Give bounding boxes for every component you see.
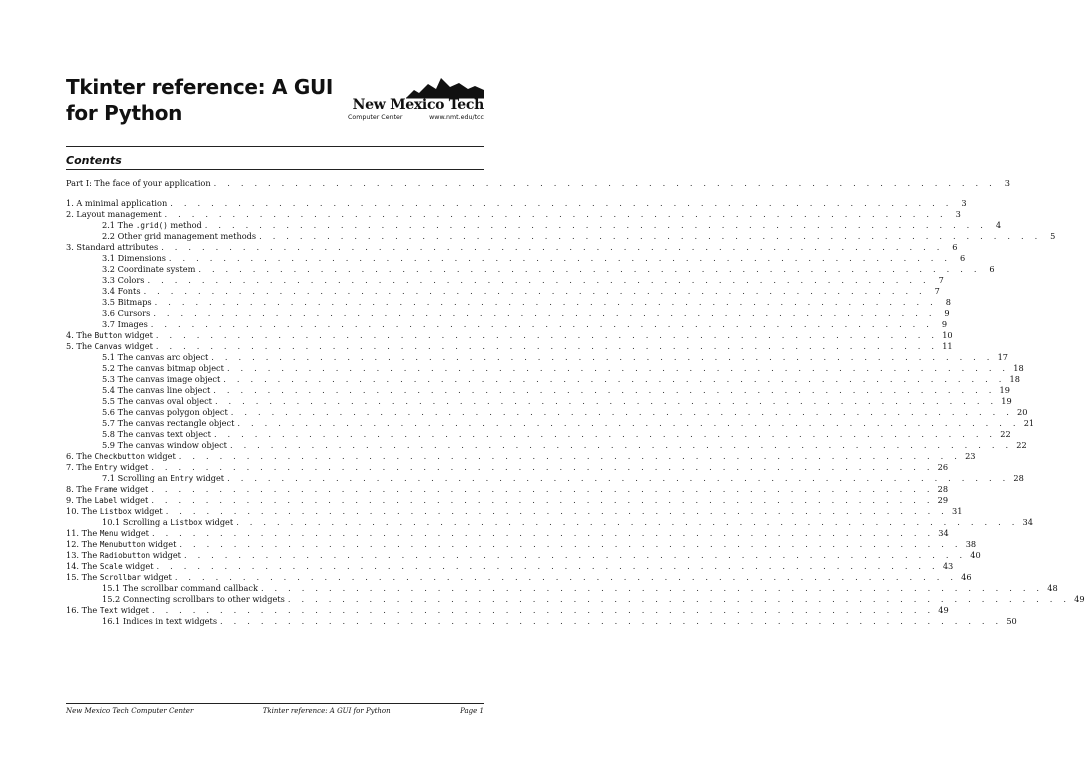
toc-page-number: 34 xyxy=(1022,517,1033,527)
toc-page-number: 3 xyxy=(955,209,961,219)
toc-leader-dots: . . . . . . . . . . . . . . . . . . . . . . . . . . . . . . . . . . . . . . . . . . . . . . . . . . . . . . . . . . xyxy=(223,374,1006,384)
toc-entry-title xyxy=(66,528,152,538)
toc-entry[interactable] xyxy=(66,539,977,550)
toc-entry-title xyxy=(102,594,288,604)
toc-page-number: 4 xyxy=(995,220,1002,230)
toc-entry-text-post: widget xyxy=(117,484,149,494)
toc-entry[interactable] xyxy=(102,363,1024,374)
toc-leader-dots: . . . . . . . . . . . . . . . . . . . . . . . . . . . . . . . . . . . . . . . . . . . . . . . . . . . . . . . . . . xyxy=(237,418,1020,428)
toc-page-number: 29 xyxy=(937,495,949,505)
toc-entry-code: Menu xyxy=(99,529,119,538)
toc-leader-dots: . . . . . . . . . . . . . . . . . . . . . . . . . . . . . . . . . . . . . . . . . . . . . . . . . . . . . . . . . . xyxy=(213,385,996,395)
toc-leader-dots: . . . . . . . . . . . . . . . . . . . . . . . . . . . . . . . . . . . . . . . . . . . . . . . . . . . . . . . . . . xyxy=(227,473,1010,483)
toc-entry-text: 1. A minimal application xyxy=(66,198,168,208)
toc-entry-text: 5.1 The canvas arc object xyxy=(102,352,209,362)
toc-entry[interactable] xyxy=(66,506,963,517)
toc-entry[interactable] xyxy=(66,561,954,572)
toc-leader-dots: . . . . . . . . . . . . . . . . . . . . . . . . . . . . . . . . . . . . . . . . . . . . . . . . . . . . . . . . . . xyxy=(151,605,935,615)
toc-leader-dots: . . . . . . . . . . . . . . . . . . . . . . . . . . . . . . . . . . . . . . . . . . . . . . . . . . . . . . . . . . xyxy=(153,308,936,318)
toc-entry-text: 5.2 The canvas bitmap object xyxy=(102,363,224,373)
toc-page-number: 28 xyxy=(1013,473,1024,483)
toc-entry[interactable] xyxy=(66,572,972,583)
toc-entry[interactable] xyxy=(102,407,1028,418)
toc-entry[interactable] xyxy=(102,429,1011,440)
toc-leader-dots: . . . . . . . . . . . . . . . . . . . . . . . . . . . . . . . . . . . . . . . . . . . . . . . . . . . . . . . . . . xyxy=(168,253,952,263)
toc-entry[interactable] xyxy=(66,550,981,561)
toc-entry[interactable] xyxy=(66,495,949,506)
document-title: Tkinter reference: A GUI for Python xyxy=(66,75,334,125)
toc-entry[interactable] xyxy=(66,462,949,473)
toc-entry-code: Button xyxy=(94,331,123,340)
toc-entry-text-post: widget xyxy=(117,495,149,505)
toc-entry[interactable] xyxy=(102,264,995,275)
header-rule xyxy=(66,146,484,147)
toc-entry-title xyxy=(102,275,147,285)
toc-leader-dots: . . . . . . . . . . . . . . . . . . . . . . . . . . . . . . . . . . . . . . . . . . . . . . . . . . . . . . . . . . xyxy=(147,275,930,285)
toc-page-number: 6 xyxy=(989,264,995,274)
toc-entry[interactable] xyxy=(66,451,976,462)
toc-entry-code: Checkbutton xyxy=(94,452,145,461)
toc-leader-dots: . . . . . . . . . . . . . . . . . . . . . . . . . . . . . . . . . . . . . . . . . . . . . . . . . . . . . . . . . . xyxy=(260,583,1044,593)
contents-heading: Contents xyxy=(66,154,122,167)
contents-rule xyxy=(66,169,484,170)
toc-entry-text-post: widget xyxy=(202,517,234,527)
toc-entry-text: 2.1 The xyxy=(102,220,136,230)
toc-page-number: 26 xyxy=(937,462,949,472)
toc-entry[interactable] xyxy=(102,275,944,286)
toc-leader-dots: . . . . . . . . . . . . . . . . . . . . . . . . . . . . . . . . . . . . . . . . . . . . . . . . . . . . . . . . . . xyxy=(151,484,934,494)
toc-entry-text: 3.5 Bitmaps xyxy=(102,297,152,307)
toc-entry-title xyxy=(66,484,151,494)
toc-entry[interactable] xyxy=(66,242,958,253)
toc-page-number: 48 xyxy=(1047,583,1058,593)
toc-page-number: 49 xyxy=(938,605,949,615)
toc-entry-code: Listbox xyxy=(99,507,132,516)
toc-page-number: 28 xyxy=(937,484,949,494)
toc-entry-text: 4. The xyxy=(66,330,95,340)
toc-entry-code: Entry xyxy=(94,463,118,472)
toc-page-number: 43 xyxy=(942,561,954,571)
toc-entry-code: Scale xyxy=(99,562,123,571)
toc-entry[interactable] xyxy=(102,253,966,264)
toc-leader-dots: . . . . . . . . . . . . . . . . . . . . . . . . . . . . . . . . . . . . . . . . . . . . . . . . . . . . . . . . . . xyxy=(236,517,1019,527)
toc-entry-title xyxy=(102,396,215,406)
toc-entry-text: 5.7 The canvas rectangle object xyxy=(102,418,235,428)
toc-entry-text: 2. Layout management xyxy=(66,209,162,219)
toc-entry-text: 13. The xyxy=(66,550,100,560)
footer-right: Page 1 xyxy=(460,707,484,715)
toc-leader-dots: . . . . . . . . . . . . . . . . . . . . . . . . . . . . . . . . . . . . . . . . . . . . . . . . . . . . . . . . . . xyxy=(220,616,1003,626)
toc-page-number: 8 xyxy=(945,297,951,307)
toc-entry-text-post: widget xyxy=(122,341,153,351)
toc-entry[interactable] xyxy=(102,286,940,297)
toc-entry-title xyxy=(66,198,170,208)
toc-page-number: 49 xyxy=(1074,594,1085,604)
toc-leader-dots: . . . . . . . . . . . . . . . . . . . . . . . . . . . . . . . . . . . . . . . . . . . . . . . . . . . . . . . . . . xyxy=(213,178,996,188)
toc-leader-dots: . . . . . . . . . . . . . . . . . . . . . . . . . . . . . . . . . . . . . . . . . . . . . . . . . . . . . . . . . . xyxy=(230,407,1014,417)
toc-page-number: 46 xyxy=(961,572,972,582)
toc-entry[interactable] xyxy=(66,209,961,220)
toc-page-number: 22 xyxy=(1016,440,1027,450)
toc-entry-text: 3.7 Images xyxy=(102,319,148,329)
toc-entry-code: .grid() xyxy=(135,221,168,230)
toc-leader-dots: . . . . . . . . . . . . . . . . . . . . . . . . . . . . . . . . . . . . . . . . . . . . . . . . . . . . . . . . . . xyxy=(156,561,939,571)
toc-leader-dots: . . . . . . . . . . . . . . . . . . . . . . . . . . . . . . . . . . . . . . . . . . . . . . . . . . . . . . . . . . xyxy=(151,462,934,472)
toc-entry-title xyxy=(102,429,214,439)
logo-subtitle xyxy=(348,114,484,121)
toc-entry[interactable] xyxy=(66,330,953,341)
toc-entry-code: Frame xyxy=(94,485,118,494)
footer-rule xyxy=(66,703,484,704)
toc-page-number: 38 xyxy=(965,539,977,549)
toc-entry-code: Entry xyxy=(170,474,194,483)
toc-page-number: 23 xyxy=(965,451,976,461)
toc-entry-title xyxy=(66,539,179,549)
toc-entry-text: 11. The xyxy=(66,528,100,538)
toc-entry-title xyxy=(102,286,144,296)
toc-page-number: 22 xyxy=(1000,429,1011,439)
toc-entry-text-post: widget xyxy=(150,550,181,560)
toc-entry-text: 6. The xyxy=(66,451,95,461)
toc-entry-title xyxy=(102,264,198,274)
toc-entry-code: Scrollbar xyxy=(99,573,141,582)
toc-entry-text: 15.2 Connecting scrollbars to other widgets xyxy=(102,594,285,604)
toc-entry-text-post: widget xyxy=(144,451,176,461)
toc-leader-dots: . . . . . . . . . . . . . . . . . . . . . . . . . . . . . . . . . . . . . . . . . . . . . . . . . . . . . . . . . . xyxy=(178,451,962,461)
toc-leader-dots: . . . . . . . . . . . . . . . . . . . . . . . . . . . . . . . . . . . . . . . . . . . . . . . . . . . . . . . . . . xyxy=(179,539,962,549)
toc-page-number: 21 xyxy=(1023,418,1035,428)
toc-entry-title xyxy=(66,341,156,351)
toc-entry-text-post: widget xyxy=(140,572,172,582)
toc-leader-dots: . . . . . . . . . . . . . . . . . . . . . . . . . . . . . . . . . . . . . . . . . . . . . . . . . . . . . . . . . . xyxy=(155,330,939,340)
toc-entry-title xyxy=(66,605,152,615)
toc-entry-text: 5.5 The canvas oval object xyxy=(102,396,212,406)
toc-entry-text-post: widget xyxy=(145,539,177,549)
toc-leader-dots: . . . . . . . . . . . . . . . . . . . . . . . . . . . . . . . . . . . . . . . . . . . . . . . . . . . . . . . . . . xyxy=(155,341,939,351)
toc-leader-dots: . . . . . . . . . . . . . . . . . . . . . . . . . . . . . . . . . . . . . . . . . . . . . . . . . . . . . . . . . . xyxy=(154,297,937,307)
toc-leader-dots: . . . . . . . . . . . . . . . . . . . . . . . . . . . . . . . . . . . . . . . . . . . . . . . . . . . . . . . . . . xyxy=(151,528,935,538)
toc-entry[interactable] xyxy=(102,374,1020,385)
toc-entry-title xyxy=(102,385,213,395)
toc-entry[interactable] xyxy=(66,198,967,209)
toc-page-number: 9 xyxy=(941,319,948,329)
toc-entry-title xyxy=(66,451,179,461)
toc-entry-text-post: widget xyxy=(122,330,153,340)
logo-dept: Computer Center xyxy=(348,114,403,121)
toc-page-number: 7 xyxy=(938,275,944,285)
toc-leader-dots: . . . . . . . . . . . . . . . . . . . . . . . . . . . . . . . . . . . . . . . . . . . . . . . . . . . . . . . . . . xyxy=(165,506,948,516)
toc-page-number: 5 xyxy=(1050,231,1056,241)
toc-leader-dots: . . . . . . . . . . . . . . . . . . . . . . . . . . . . . . . . . . . . . . . . . . . . . . . . . . . . . . . . . . xyxy=(164,209,947,219)
toc-entry[interactable] xyxy=(66,178,1010,189)
toc-entry-text: 10. The xyxy=(66,506,100,516)
toc-leader-dots: . . . . . . . . . . . . . . . . . . . . . . . . . . . . . . . . . . . . . . . . . . . . . . . . . . . . . . . . . . xyxy=(183,550,967,560)
toc-entry-code: Listbox xyxy=(170,518,203,527)
toc-entry-title xyxy=(102,220,205,230)
toc-entry[interactable] xyxy=(102,352,1008,363)
page-footer xyxy=(66,707,484,715)
toc-entry-title xyxy=(66,572,175,582)
toc-page-number: 3 xyxy=(961,198,967,208)
toc-entry-code: Menubutton xyxy=(99,540,146,549)
toc-entry[interactable] xyxy=(102,616,1017,627)
toc-entry-text: 5.6 The canvas polygon object xyxy=(102,407,228,417)
toc-entry[interactable] xyxy=(102,308,950,319)
toc-page-number: 50 xyxy=(1006,616,1017,626)
toc-entry[interactable] xyxy=(66,605,949,616)
toc-entry-text: 8. The xyxy=(66,484,95,494)
toc-entry-text: 15. The xyxy=(66,572,100,582)
toc-entry-title xyxy=(66,330,156,340)
toc-entry-text: 3.6 Cursors xyxy=(102,308,151,318)
toc-entry-text: 15.1 The scrollbar command callback xyxy=(102,583,258,593)
toc-leader-dots: . . . . . . . . . . . . . . . . . . . . . . . . . . . . . . . . . . . . . . . . . . . . . . . . . . . . . . . . . . xyxy=(211,352,994,362)
toc-entry-text: 12. The xyxy=(66,539,100,549)
toc-entry-title xyxy=(102,231,259,241)
logo-url: www.nmt.edu/tcc xyxy=(429,114,484,121)
toc-entry-code: Text xyxy=(99,606,119,615)
toc-entry-text: 5.4 The canvas line object xyxy=(102,385,211,395)
toc-entry-text: Part I: The face of your application xyxy=(66,178,211,188)
toc-page-number: 7 xyxy=(934,286,940,296)
toc-entry-text-post: widget xyxy=(117,462,149,472)
toc-leader-dots: . . . . . . . . . . . . . . . . . . . . . . . . . . . . . . . . . . . . . . . . . . . . . . . . . . . . . . . . . . xyxy=(229,440,1013,450)
toc-entry-title xyxy=(102,374,223,384)
toc-entry-title xyxy=(102,407,231,417)
toc-leader-dots: . . . . . . . . . . . . . . . . . . . . . . . . . . . . . . . . . . . . . . . . . . . . . . . . . . . . . . . . . . xyxy=(174,572,958,582)
toc-entry-title xyxy=(102,319,151,329)
toc-entry[interactable] xyxy=(102,594,1085,605)
toc-entry-text-post: method xyxy=(167,220,202,230)
logo-name: New Mexico Tech xyxy=(352,97,484,113)
toc-page-number: 17 xyxy=(997,352,1008,362)
toc-page-number: 20 xyxy=(1017,407,1028,417)
toc-entry-text: 3.4 Fonts xyxy=(102,286,141,296)
toc-entry-title xyxy=(102,440,230,450)
toc-entry-title xyxy=(102,363,227,373)
toc-entry-text: 5. The xyxy=(66,341,95,351)
toc-leader-dots: . . . . . . . . . . . . . . . . . . . . . . . . . . . . . . . . . . . . . . . . . . . . . . . . . . . . . . . . . . xyxy=(170,198,953,208)
toc-entry-title xyxy=(102,352,211,362)
toc-page-number: 18 xyxy=(1009,374,1020,384)
toc-entry-text: 5.9 The canvas window object xyxy=(102,440,227,450)
toc-leader-dots: . . . . . . . . . . . . . . . . . . . . . . . . . . . . . . . . . . . . . . . . . . . . . . . . . . . . . . . . . . xyxy=(214,396,998,406)
toc-leader-dots: . . . . . . . . . . . . . . . . . . . . . . . . . . . . . . . . . . . . . . . . . . . . . . . . . . . . . . . . . . xyxy=(204,220,988,230)
footer-center: Tkinter reference: A GUI for Python xyxy=(262,707,391,715)
toc-leader-dots: . . . . . . . . . . . . . . . . . . . . . . . . . . . . . . . . . . . . . . . . . . . . . . . . . . . . . . . . . . xyxy=(161,242,944,252)
toc-leader-dots: . . . . . . . . . . . . . . . . . . . . . . . . . . . . . . . . . . . . . . . . . . . . . . . . . . . . . . . . . . xyxy=(259,231,1042,241)
toc-entry-text-post: widget xyxy=(131,506,163,516)
toc-page-number: 34 xyxy=(938,528,949,538)
toc-entry-title xyxy=(102,253,169,263)
toc-page-number: 19 xyxy=(1001,396,1012,406)
toc-page-number: 18 xyxy=(1013,363,1024,373)
toc-entry[interactable] xyxy=(102,231,1056,242)
toc-entry-text: 14. The xyxy=(66,561,100,571)
toc-entry[interactable] xyxy=(102,220,1002,231)
toc-entry-title xyxy=(66,561,157,571)
toc-entry-text-post: widget xyxy=(118,605,149,615)
toc-entry-text: 10.1 Scrolling a xyxy=(102,517,171,527)
toc-entry-title xyxy=(66,209,165,219)
toc-entry-text: 9. The xyxy=(66,495,95,505)
toc-page-number: 6 xyxy=(960,253,966,263)
toc-entry-title xyxy=(102,473,227,483)
toc-entry-code: Canvas xyxy=(94,342,123,351)
toc-entry-title xyxy=(66,178,214,188)
toc-entry-title xyxy=(102,297,155,307)
toc-entry[interactable] xyxy=(102,396,1012,407)
toc-page-number: 11 xyxy=(942,341,953,351)
toc-entry[interactable] xyxy=(102,319,948,330)
toc-page-number: 9 xyxy=(944,308,950,318)
toc-leader-dots: . . . . . . . . . . . . . . . . . . . . . . . . . . . . . . . . . . . . . . . . . . . . . . . . . . . . . . . . . . xyxy=(143,286,926,296)
toc-entry-text: 3.2 Coordinate system xyxy=(102,264,196,274)
toc-leader-dots: . . . . . . . . . . . . . . . . . . . . . . . . . . . . . . . . . . . . . . . . . . . . . . . . . . . . . . . . . . xyxy=(151,495,934,505)
toc-page-number: 6 xyxy=(952,242,958,252)
toc-entry-title xyxy=(102,517,236,527)
toc-entry[interactable] xyxy=(102,440,1027,451)
toc-entry-text-post: widget xyxy=(118,528,149,538)
toc-entry[interactable] xyxy=(66,528,949,539)
toc-entry-title xyxy=(66,242,161,252)
toc-entry[interactable] xyxy=(102,517,1033,528)
toc-entry[interactable] xyxy=(102,385,1010,396)
toc-entry[interactable] xyxy=(102,583,1058,594)
toc-entry-text: 7. The xyxy=(66,462,95,472)
toc-entry-text-post: widget xyxy=(122,561,154,571)
footer-left: New Mexico Tech Computer Center xyxy=(66,707,194,715)
toc-page-number: 3 xyxy=(1004,178,1010,188)
toc-entry[interactable] xyxy=(66,484,949,495)
toc-entry-title xyxy=(102,418,237,428)
toc-leader-dots: . . . . . . . . . . . . . . . . . . . . . . . . . . . . . . . . . . . . . . . . . . . . . . . . . . . . . . . . . . xyxy=(150,319,934,329)
toc-page-number: 10 xyxy=(942,330,953,340)
toc-page-number: 19 xyxy=(999,385,1010,395)
toc-entry-title xyxy=(66,506,166,516)
toc-entry-text: 5.3 The canvas image object xyxy=(102,374,221,384)
toc-entry-code: Label xyxy=(94,496,118,505)
toc-entry-text: 5.8 The canvas text object xyxy=(102,429,211,439)
toc-entry-title xyxy=(66,495,151,505)
toc-leader-dots: . . . . . . . . . . . . . . . . . . . . . . . . . . . . . . . . . . . . . . . . . . . . . . . . . . . . . . . . . . xyxy=(213,429,997,439)
toc-leader-dots: . . . . . . . . . . . . . . . . . . . . . . . . . . . . . . . . . . . . . . . . . . . . . . . . . . . . . . . . . . xyxy=(287,594,1071,604)
toc-entry-text: 3.1 Dimensions xyxy=(102,253,166,263)
toc-entry-text: 7.1 Scrolling an xyxy=(102,473,171,483)
toc-entry-text-post: widget xyxy=(193,473,225,483)
toc-entry-code: Radiobutton xyxy=(99,551,151,560)
toc-entry-title xyxy=(102,616,220,626)
toc-entry[interactable] xyxy=(102,473,1024,484)
toc-entry-text: 2.2 Other grid management methods xyxy=(102,231,257,241)
toc-entry-text: 3.3 Colors xyxy=(102,275,145,285)
toc-leader-dots: . . . . . . . . . . . . . . . . . . . . . . . . . . . . . . . . . . . . . . . . . . . . . . . . . . . . . . . . . . xyxy=(226,363,1010,373)
toc-entry-text: 16. The xyxy=(66,605,100,615)
toc-entry-text: 16.1 Indices in text widgets xyxy=(102,616,218,626)
toc-entry[interactable] xyxy=(102,418,1035,429)
toc-entry-title xyxy=(66,550,184,560)
toc-leader-dots: . . . . . . . . . . . . . . . . . . . . . . . . . . . . . . . . . . . . . . . . . . . . . . . . . . . . . . . . . . xyxy=(198,264,981,274)
toc-entry-title xyxy=(66,462,151,472)
toc-entry-text: 3. Standard attributes xyxy=(66,242,159,252)
toc-entry[interactable] xyxy=(66,341,953,352)
toc-page-number: 31 xyxy=(951,506,963,516)
toc-entry-title xyxy=(102,308,153,318)
nmt-logo xyxy=(348,76,484,126)
toc-entry[interactable] xyxy=(102,297,951,308)
toc-entry-title xyxy=(102,583,261,593)
toc-page-number: 40 xyxy=(970,550,981,560)
